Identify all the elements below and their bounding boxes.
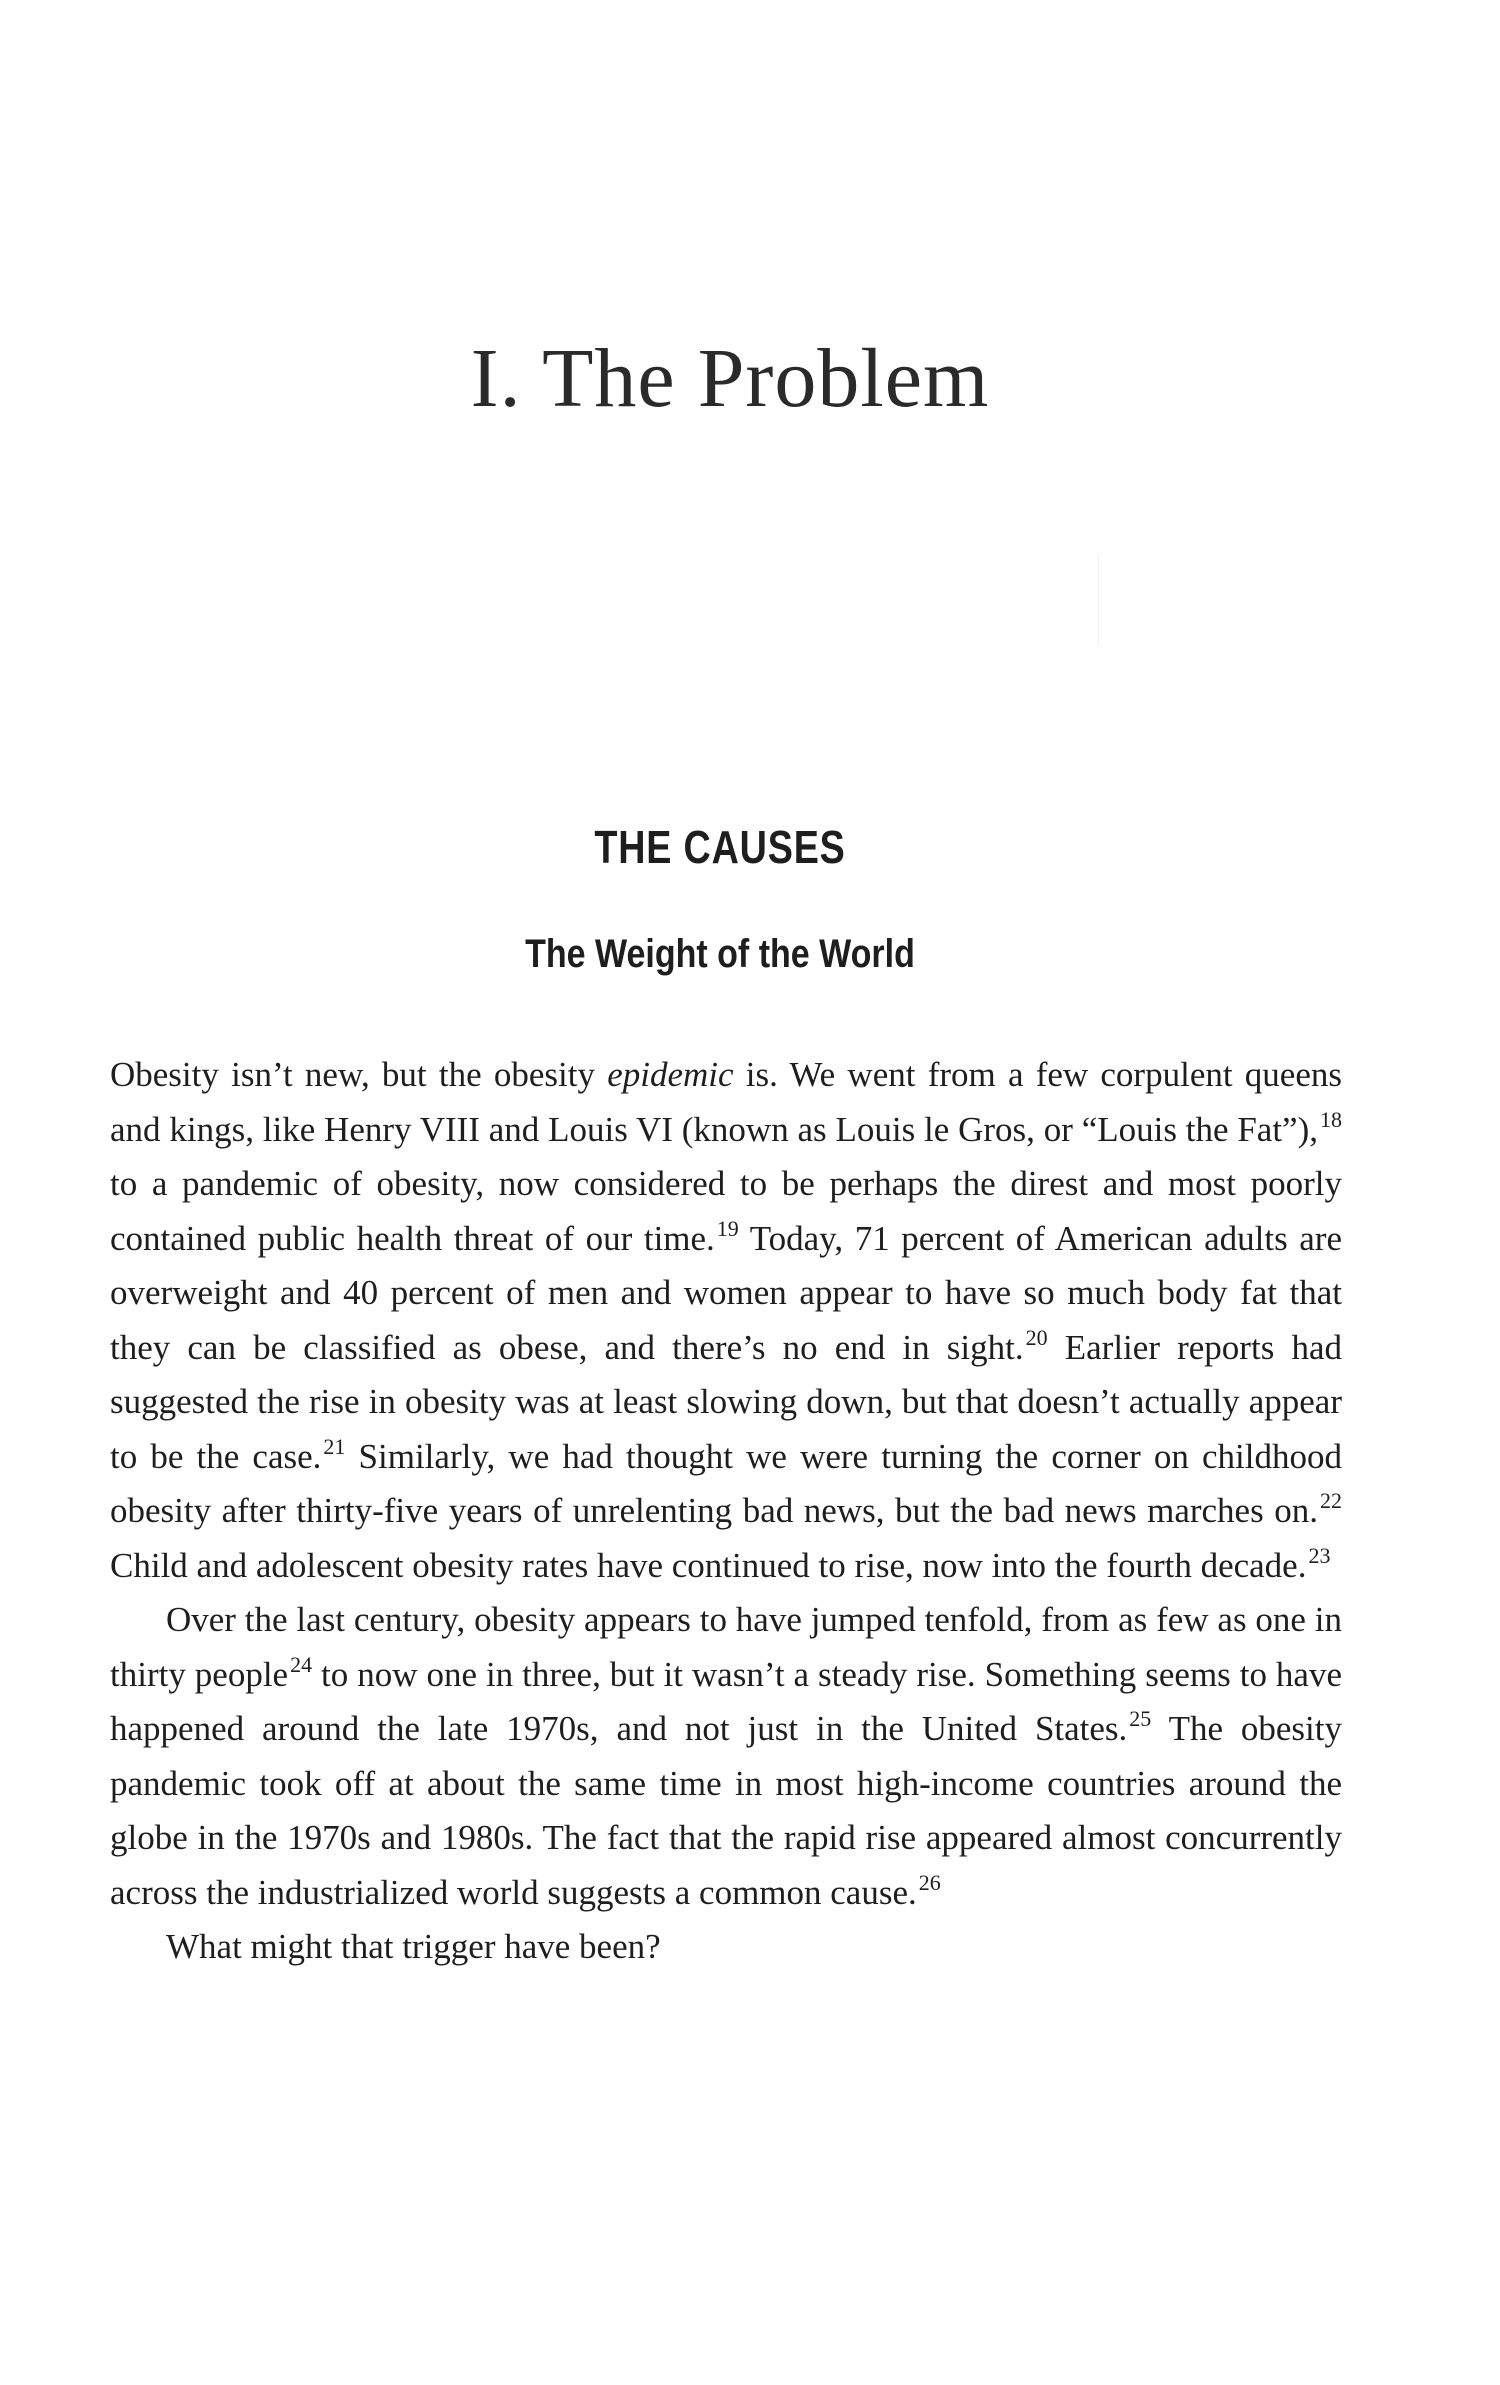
text-run: Obesity isn’t new, but the obesity bbox=[110, 1055, 608, 1094]
footnote-ref: 24 bbox=[290, 1651, 313, 1677]
footnote-ref: 25 bbox=[1129, 1706, 1152, 1731]
footnote-ref: 22 bbox=[1320, 1488, 1342, 1513]
text-run: Earlier reports had suggested the rise in obesity was at least slowing down, but that doesn’t actually appear to be the case. bbox=[110, 1327, 1342, 1476]
text-run: to a pandemic of obesity, now considered to be perhaps the direst and most poorly contained public health threat of our time. bbox=[110, 1164, 1342, 1258]
paragraph-2 bbox=[110, 1593, 1342, 1920]
scan-artifact bbox=[1098, 555, 1099, 645]
part-title: I. The Problem bbox=[470, 332, 990, 425]
text-run: Child and adolescent obesity rates have continued to rise, now into the fourth decade. bbox=[110, 1545, 1307, 1585]
footnote-ref: 21 bbox=[323, 1433, 346, 1459]
text-run: Similarly, we had thought we were turning the corner on childhood obesity after thirty-five years of unrelenting bad news, but the bad news marches on. bbox=[110, 1436, 1342, 1530]
footnote-ref: 19 bbox=[716, 1215, 739, 1241]
subsection-title: The Weight of the World bbox=[525, 932, 915, 976]
section-title: THE CAUSES bbox=[594, 821, 846, 873]
body-text bbox=[110, 1048, 1342, 1975]
text-run: Today, 71 percent of American adults are overweight and 40 percent of men and women appear to have so much body fat that they can be classified as obese, and there’s no end in sight. bbox=[110, 1218, 1342, 1367]
text-run: is. We went from a few corpulent queens and kings, like Henry VIII and Louis VI (known as Louis le Gros, or “Louis the Fat”), bbox=[110, 1055, 1342, 1149]
text-run: What might that trigger have been? bbox=[166, 1927, 661, 1966]
text-run: to now one in three, but it wasn’t a steady rise. Something seems to have happened around the late 1970s, and not just in the United States. bbox=[110, 1654, 1343, 1748]
text-run: The obesity pandemic took off at about the same time in most high-income countries around the globe in the 1970s and 1980s. The fact that the rapid rise appeared almost concurrently across the industrialized world suggests a common cause. bbox=[110, 1709, 1342, 1912]
text-run: Over the last century, obesity appears to have jumped tenfold, from as few as one in thirty people bbox=[110, 1600, 1342, 1694]
emphasis-text: epidemic bbox=[607, 1055, 734, 1094]
paragraph-1 bbox=[110, 1048, 1342, 1593]
footnote-ref: 20 bbox=[1025, 1324, 1048, 1350]
paragraph-3 bbox=[110, 1920, 1342, 1975]
footnote-ref: 23 bbox=[1308, 1542, 1331, 1568]
footnote-ref: 26 bbox=[918, 1869, 941, 1895]
footnote-ref: 18 bbox=[1320, 1106, 1342, 1132]
